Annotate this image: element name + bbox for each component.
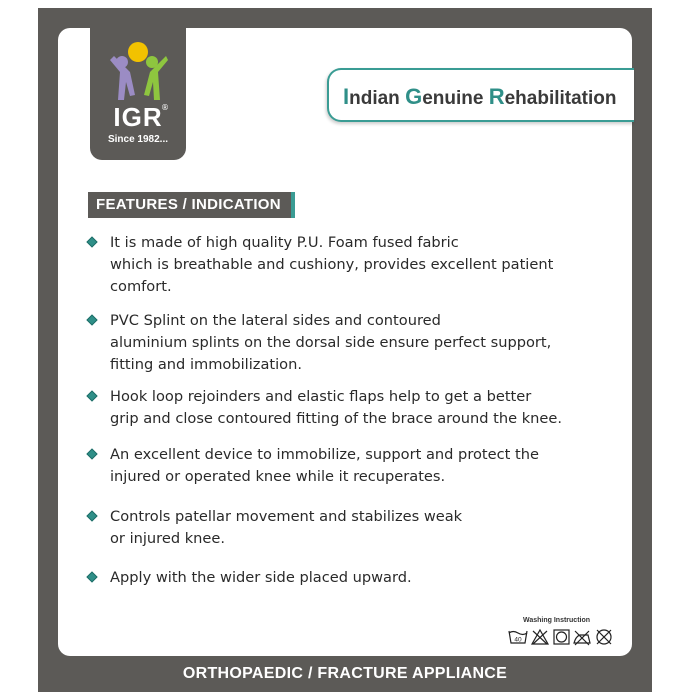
- wash-40-icon: [509, 631, 527, 644]
- tumble-dry-icon: [554, 630, 569, 644]
- feature-text: An excellent device to immobilize, support and protect the injured or operated knee while it recuperates.: [110, 446, 539, 485]
- no-dry-clean-icon: [597, 630, 611, 644]
- feature-text: PVC Splint on the lateral sides and contoured aluminium splints on the dorsal side ensure perfect support, fitting and immobilization.: [110, 312, 552, 373]
- brand-banner: [327, 68, 634, 122]
- feature-text: Apply with the wider side placed upward.: [110, 569, 412, 586]
- svg-text:40: 40: [514, 636, 522, 644]
- logo-name: IGR: [113, 102, 163, 132]
- washing-instruction-label: Washing Instruction: [523, 617, 591, 624]
- feature-text: Controls patellar movement and stabilizes weak or injured knee.: [110, 508, 463, 547]
- igr-logo: [90, 28, 186, 160]
- feature-text: Hook loop rejoinders and elastic flaps help to get a better grip and close contoured fitting of the brace around the knee.: [110, 388, 563, 427]
- feature-text: It is made of high quality P.U. Foam fused fabric which is breathable and cushiony, provides excellent patient comfort.: [110, 234, 554, 295]
- washing-icons: [508, 627, 616, 647]
- logo-since: Since 1982...: [107, 134, 169, 145]
- registered-mark: ®: [161, 103, 169, 112]
- features-heading: FEATURES / INDICATION: [88, 192, 295, 218]
- brand-name: Indian Genuine Rehabilitation: [343, 84, 617, 109]
- no-bleach-icon: [532, 630, 548, 644]
- no-iron-icon: [574, 631, 590, 645]
- footer-title: ORTHOPAEDIC / FRACTURE APPLIANCE: [182, 665, 508, 682]
- people-sun-icon: [104, 40, 172, 104]
